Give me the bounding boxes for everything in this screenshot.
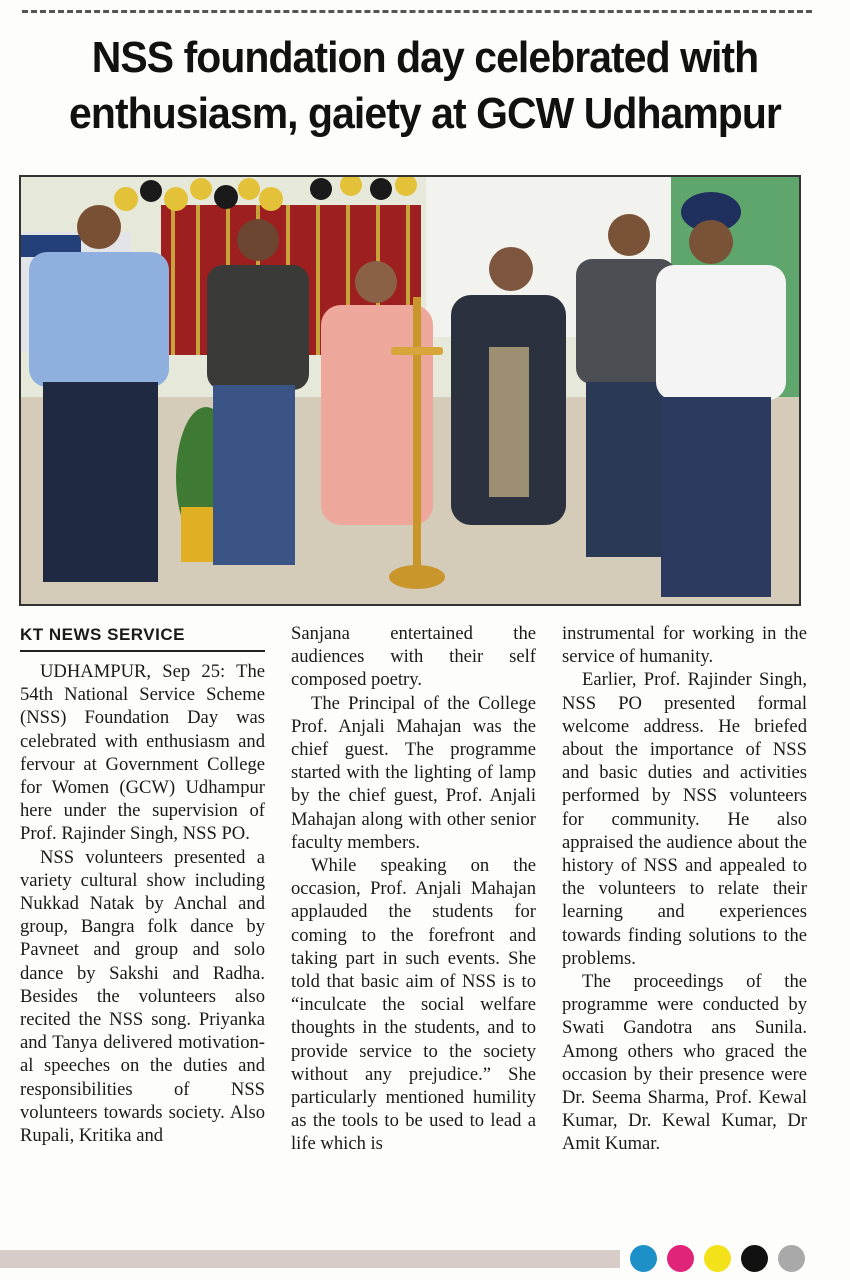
magenta-dot xyxy=(667,1245,694,1272)
headline-line-2: enthusiasm, gaiety at GCW Udhampur xyxy=(69,89,781,138)
headline-line-1: NSS foundation day celebrated with xyxy=(91,33,759,82)
paragraph: The proceedings of the programme were conducted by Swati Gandotra ans Sunila. Among others who graced the occasion by their presence were Dr. Seema Sharma, Prof. Kewal Kumar, Dr. Kewal Kumar, Dr Amit Kumar. xyxy=(562,971,807,1155)
article-column-2 xyxy=(291,622,536,1156)
registration-dots xyxy=(630,1245,805,1272)
lamp-lighting-photo-icon xyxy=(21,177,799,604)
cyan-dot xyxy=(630,1245,657,1272)
paragraph: Sanjana entertained the audiences with their self composed poetry. xyxy=(291,623,536,691)
paragraph: NSS volunteers presented a variety cultural show including Nukkad Natak by Anchal and group, Bangra folk dance by Pavneet and group and solo dance by Sakshi and Radha. Besides the volunteers also recited the NSS song. Priyanka and Tanya delivered motivational speeches on the duties and responsibilities of NSS volunteers towards society. Also Rupali, Kritika and xyxy=(20,846,265,1147)
news-photo xyxy=(19,175,801,606)
paragraph: The Principal of the College Prof. Anjali Mahajan was the chief guest. The programme started with the lighting of lamp by the chief guest, Prof. Anjali Mahajan along with other senior faculty members. xyxy=(291,692,536,853)
top-dashed-rule xyxy=(22,10,812,13)
black-dot xyxy=(741,1245,768,1272)
paragraph: While speaking on the occasion, Prof. Anjali Mahajan applauded the students for coming to the forefront and taking part in such events. She told that basic aim of NSS is to “inculcate the social welfare thoughts in the students, and to provide service to the society without any prejudice.” She particularly mentioned humility as the tools to be used to lead a life which is xyxy=(291,855,536,1155)
article-column-1 xyxy=(20,622,265,1147)
bottom-color-bar xyxy=(0,1250,620,1268)
yellow-dot xyxy=(704,1245,731,1272)
byline: KT NEWS SERVICE xyxy=(20,622,265,652)
gray-dot xyxy=(778,1245,805,1272)
paragraph: instrumental for working in the service of humanity. xyxy=(562,623,807,668)
article-column-3 xyxy=(562,622,807,1156)
paragraph: UDHAMPUR, Sep 25: The 54th National Service Scheme (NSS) Foundation Day was celebrated with enthusiasm and fervour at Government College for Women (GCW) Udhampur here under the supervision of Prof. Rajinder Singh, NSS PO. xyxy=(20,661,265,845)
headline xyxy=(30,30,821,142)
paragraph: Earlier, Prof. Rajinder Singh, NSS PO presented formal welcome address. He briefed about the importance of NSS and basic duties and activities performed by NSS volunteers for community. He also appraised the audience about the history of NSS and appealed to the volunteers to relate their learning and experiences towards finding solutions to the problems. xyxy=(562,669,807,969)
